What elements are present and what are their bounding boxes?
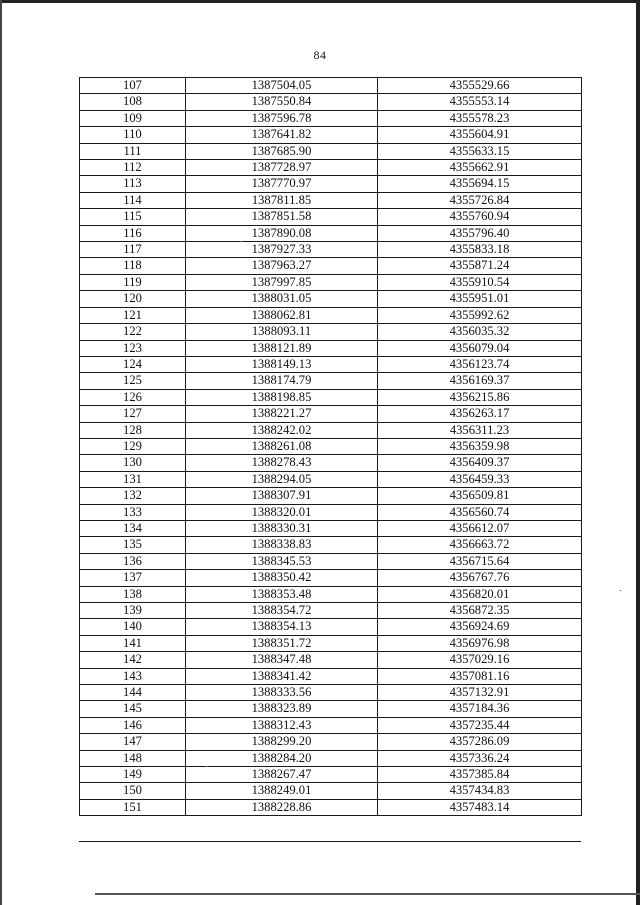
y-coordinate-cell: 4356459.33 — [378, 471, 582, 487]
scan-border-top — [0, 0, 640, 3]
page-number: 84 — [313, 48, 327, 62]
table-row — [80, 356, 582, 372]
point-number-cell: 140 — [80, 619, 186, 635]
y-coordinate-cell: 4355833.18 — [378, 242, 582, 258]
table-row — [80, 685, 582, 701]
y-coordinate-cell: 4355694.15 — [378, 176, 582, 192]
scan-speck — [240, 241, 242, 242]
x-coordinate-cell: 1388121.89 — [186, 340, 378, 356]
y-coordinate-cell: 4355553.14 — [378, 94, 582, 110]
point-number-cell: 139 — [80, 603, 186, 619]
y-coordinate-cell: 4356560.74 — [378, 504, 582, 520]
table-row — [80, 668, 582, 684]
point-number-cell: 111 — [80, 143, 186, 159]
x-coordinate-cell: 1388284.20 — [186, 750, 378, 766]
y-coordinate-cell: 4356663.72 — [378, 537, 582, 553]
point-number-cell: 126 — [80, 389, 186, 405]
table-row — [80, 537, 582, 553]
point-number-cell: 127 — [80, 406, 186, 422]
point-number-cell: 122 — [80, 324, 186, 340]
table-row — [80, 110, 582, 126]
point-number-cell: 137 — [80, 570, 186, 586]
y-coordinate-cell: 4357184.36 — [378, 701, 582, 717]
table-row — [80, 94, 582, 110]
table-row — [80, 799, 582, 815]
table-row — [80, 274, 582, 290]
point-number-cell: 147 — [80, 734, 186, 750]
y-coordinate-cell: 4356409.37 — [378, 455, 582, 471]
point-number-cell: 113 — [80, 176, 186, 192]
table-row — [80, 619, 582, 635]
y-coordinate-cell: 4355662.91 — [378, 160, 582, 176]
point-number-cell: 114 — [80, 192, 186, 208]
table-row — [80, 504, 582, 520]
table-row — [80, 603, 582, 619]
scan-speck — [620, 590, 621, 591]
y-coordinate-cell: 4356169.37 — [378, 373, 582, 389]
y-coordinate-cell: 4356079.04 — [378, 340, 582, 356]
table-row — [80, 291, 582, 307]
point-number-cell: 141 — [80, 635, 186, 651]
point-number-cell: 121 — [80, 307, 186, 323]
x-coordinate-cell: 1388093.11 — [186, 324, 378, 340]
point-number-cell: 149 — [80, 767, 186, 783]
point-number-cell: 119 — [80, 274, 186, 290]
point-number-cell: 128 — [80, 422, 186, 438]
y-coordinate-cell: 4356215.86 — [378, 389, 582, 405]
point-number-cell: 109 — [80, 110, 186, 126]
table-row — [80, 307, 582, 323]
scan-speck — [206, 766, 208, 767]
point-number-cell: 144 — [80, 685, 186, 701]
table-row — [80, 652, 582, 668]
x-coordinate-cell: 1388347.48 — [186, 652, 378, 668]
coordinates-table-body — [80, 78, 582, 816]
y-coordinate-cell: 4356263.17 — [378, 406, 582, 422]
y-coordinate-cell: 4356976.98 — [378, 635, 582, 651]
table-row — [80, 767, 582, 783]
y-coordinate-cell: 4356767.76 — [378, 570, 582, 586]
y-coordinate-cell: 4355951.01 — [378, 291, 582, 307]
point-number-cell: 136 — [80, 553, 186, 569]
x-coordinate-cell: 1387770.97 — [186, 176, 378, 192]
x-coordinate-cell: 1388333.56 — [186, 685, 378, 701]
point-number-cell: 108 — [80, 94, 186, 110]
x-coordinate-cell: 1388267.47 — [186, 767, 378, 783]
point-number-cell: 132 — [80, 488, 186, 504]
x-coordinate-cell: 1388353.48 — [186, 586, 378, 602]
table-row — [80, 389, 582, 405]
x-coordinate-cell: 1387997.85 — [186, 274, 378, 290]
scan-border-right — [636, 0, 640, 905]
y-coordinate-cell: 4356612.07 — [378, 520, 582, 536]
point-number-cell: 135 — [80, 537, 186, 553]
x-coordinate-cell: 1388345.53 — [186, 553, 378, 569]
x-coordinate-cell: 1387550.84 — [186, 94, 378, 110]
table-row — [80, 471, 582, 487]
table-row — [80, 324, 582, 340]
point-number-cell: 124 — [80, 356, 186, 372]
x-coordinate-cell: 1387685.90 — [186, 143, 378, 159]
table-row — [80, 586, 582, 602]
table-row — [80, 701, 582, 717]
x-coordinate-cell: 1388198.85 — [186, 389, 378, 405]
table-row — [80, 520, 582, 536]
x-coordinate-cell: 1388350.42 — [186, 570, 378, 586]
y-coordinate-cell: 4357081.16 — [378, 668, 582, 684]
x-coordinate-cell: 1388261.08 — [186, 438, 378, 454]
point-number-cell: 116 — [80, 225, 186, 241]
x-coordinate-cell: 1388278.43 — [186, 455, 378, 471]
y-coordinate-cell: 4355992.62 — [378, 307, 582, 323]
point-number-cell: 134 — [80, 520, 186, 536]
point-number-cell: 123 — [80, 340, 186, 356]
table-row — [80, 192, 582, 208]
point-number-cell: 143 — [80, 668, 186, 684]
x-coordinate-cell: 1388330.31 — [186, 520, 378, 536]
point-number-cell: 125 — [80, 373, 186, 389]
x-coordinate-cell: 1387504.05 — [186, 78, 378, 94]
table-row — [80, 406, 582, 422]
y-coordinate-cell: 4356035.32 — [378, 324, 582, 340]
y-coordinate-cell: 4357483.14 — [378, 799, 582, 815]
x-coordinate-cell: 1387596.78 — [186, 110, 378, 126]
x-coordinate-cell: 1387641.82 — [186, 127, 378, 143]
point-number-cell: 131 — [80, 471, 186, 487]
table-row — [80, 553, 582, 569]
table-row — [80, 455, 582, 471]
y-coordinate-cell: 4357434.83 — [378, 783, 582, 799]
x-coordinate-cell: 1388354.13 — [186, 619, 378, 635]
x-coordinate-cell: 1387890.08 — [186, 225, 378, 241]
point-number-cell: 146 — [80, 717, 186, 733]
x-coordinate-cell: 1388320.01 — [186, 504, 378, 520]
table-row — [80, 160, 582, 176]
y-coordinate-cell: 4357286.09 — [378, 734, 582, 750]
table-row — [80, 78, 582, 94]
x-coordinate-cell: 1388174.79 — [186, 373, 378, 389]
y-coordinate-cell: 4355760.94 — [378, 209, 582, 225]
x-coordinate-cell: 1387927.33 — [186, 242, 378, 258]
table-bottom-rule — [79, 841, 581, 842]
table-row — [80, 340, 582, 356]
table-row — [80, 717, 582, 733]
point-number-cell: 142 — [80, 652, 186, 668]
point-number-cell: 120 — [80, 291, 186, 307]
x-coordinate-cell: 1388149.13 — [186, 356, 378, 372]
y-coordinate-cell: 4356509.81 — [378, 488, 582, 504]
y-coordinate-cell: 4355796.40 — [378, 225, 582, 241]
table-row — [80, 488, 582, 504]
y-coordinate-cell: 4355633.15 — [378, 143, 582, 159]
table-row — [80, 750, 582, 766]
y-coordinate-cell: 4357029.16 — [378, 652, 582, 668]
point-number-cell: 145 — [80, 701, 186, 717]
point-number-cell: 112 — [80, 160, 186, 176]
point-number-cell: 138 — [80, 586, 186, 602]
y-coordinate-cell: 4355529.66 — [378, 78, 582, 94]
y-coordinate-cell: 4355726.84 — [378, 192, 582, 208]
x-coordinate-cell: 1388249.01 — [186, 783, 378, 799]
y-coordinate-cell: 4356872.35 — [378, 603, 582, 619]
point-number-cell: 118 — [80, 258, 186, 274]
x-coordinate-cell: 1388221.27 — [186, 406, 378, 422]
point-number-cell: 130 — [80, 455, 186, 471]
table-row — [80, 225, 582, 241]
x-coordinate-cell: 1388323.89 — [186, 701, 378, 717]
y-coordinate-cell: 4357385.84 — [378, 767, 582, 783]
y-coordinate-cell: 4357132.91 — [378, 685, 582, 701]
x-coordinate-cell: 1388031.05 — [186, 291, 378, 307]
table-row — [80, 635, 582, 651]
y-coordinate-cell: 4356715.64 — [378, 553, 582, 569]
y-coordinate-cell: 4356123.74 — [378, 356, 582, 372]
x-coordinate-cell: 1388299.20 — [186, 734, 378, 750]
table-row — [80, 209, 582, 225]
y-coordinate-cell: 4355604.91 — [378, 127, 582, 143]
x-coordinate-cell: 1388341.42 — [186, 668, 378, 684]
point-number-cell: 110 — [80, 127, 186, 143]
y-coordinate-cell: 4357235.44 — [378, 717, 582, 733]
table-row — [80, 176, 582, 192]
table-row — [80, 258, 582, 274]
x-coordinate-cell: 1387851.58 — [186, 209, 378, 225]
table-row — [80, 143, 582, 159]
table-row — [80, 570, 582, 586]
x-coordinate-cell: 1388294.05 — [186, 471, 378, 487]
x-coordinate-cell: 1388354.72 — [186, 603, 378, 619]
x-coordinate-cell: 1388307.91 — [186, 488, 378, 504]
table-row — [80, 422, 582, 438]
table-row — [80, 438, 582, 454]
y-coordinate-cell: 4356311.23 — [378, 422, 582, 438]
point-number-cell: 133 — [80, 504, 186, 520]
x-coordinate-cell: 1388242.02 — [186, 422, 378, 438]
y-coordinate-cell: 4356820.01 — [378, 586, 582, 602]
x-coordinate-cell: 1387963.27 — [186, 258, 378, 274]
point-number-cell: 117 — [80, 242, 186, 258]
x-coordinate-cell: 1388312.43 — [186, 717, 378, 733]
x-coordinate-cell: 1388062.81 — [186, 307, 378, 323]
table-row — [80, 242, 582, 258]
table-row — [80, 734, 582, 750]
point-number-cell: 148 — [80, 750, 186, 766]
x-coordinate-cell: 1388228.86 — [186, 799, 378, 815]
y-coordinate-cell: 4355910.54 — [378, 274, 582, 290]
point-number-cell: 150 — [80, 783, 186, 799]
y-coordinate-cell: 4355578.23 — [378, 110, 582, 126]
point-number-cell: 129 — [80, 438, 186, 454]
x-coordinate-cell: 1387811.85 — [186, 192, 378, 208]
table-row — [80, 783, 582, 799]
x-coordinate-cell: 1387728.97 — [186, 160, 378, 176]
y-coordinate-cell: 4357336.24 — [378, 750, 582, 766]
y-coordinate-cell: 4356924.69 — [378, 619, 582, 635]
scan-border-bottom — [95, 893, 640, 895]
y-coordinate-cell: 4355871.24 — [378, 258, 582, 274]
scan-border-left — [0, 0, 2, 905]
point-number-cell: 115 — [80, 209, 186, 225]
x-coordinate-cell: 1388351.72 — [186, 635, 378, 651]
point-number-cell: 151 — [80, 799, 186, 815]
table-row — [80, 127, 582, 143]
coordinates-table — [79, 77, 582, 816]
point-number-cell: 107 — [80, 78, 186, 94]
y-coordinate-cell: 4356359.98 — [378, 438, 582, 454]
table-row — [80, 373, 582, 389]
x-coordinate-cell: 1388338.83 — [186, 537, 378, 553]
